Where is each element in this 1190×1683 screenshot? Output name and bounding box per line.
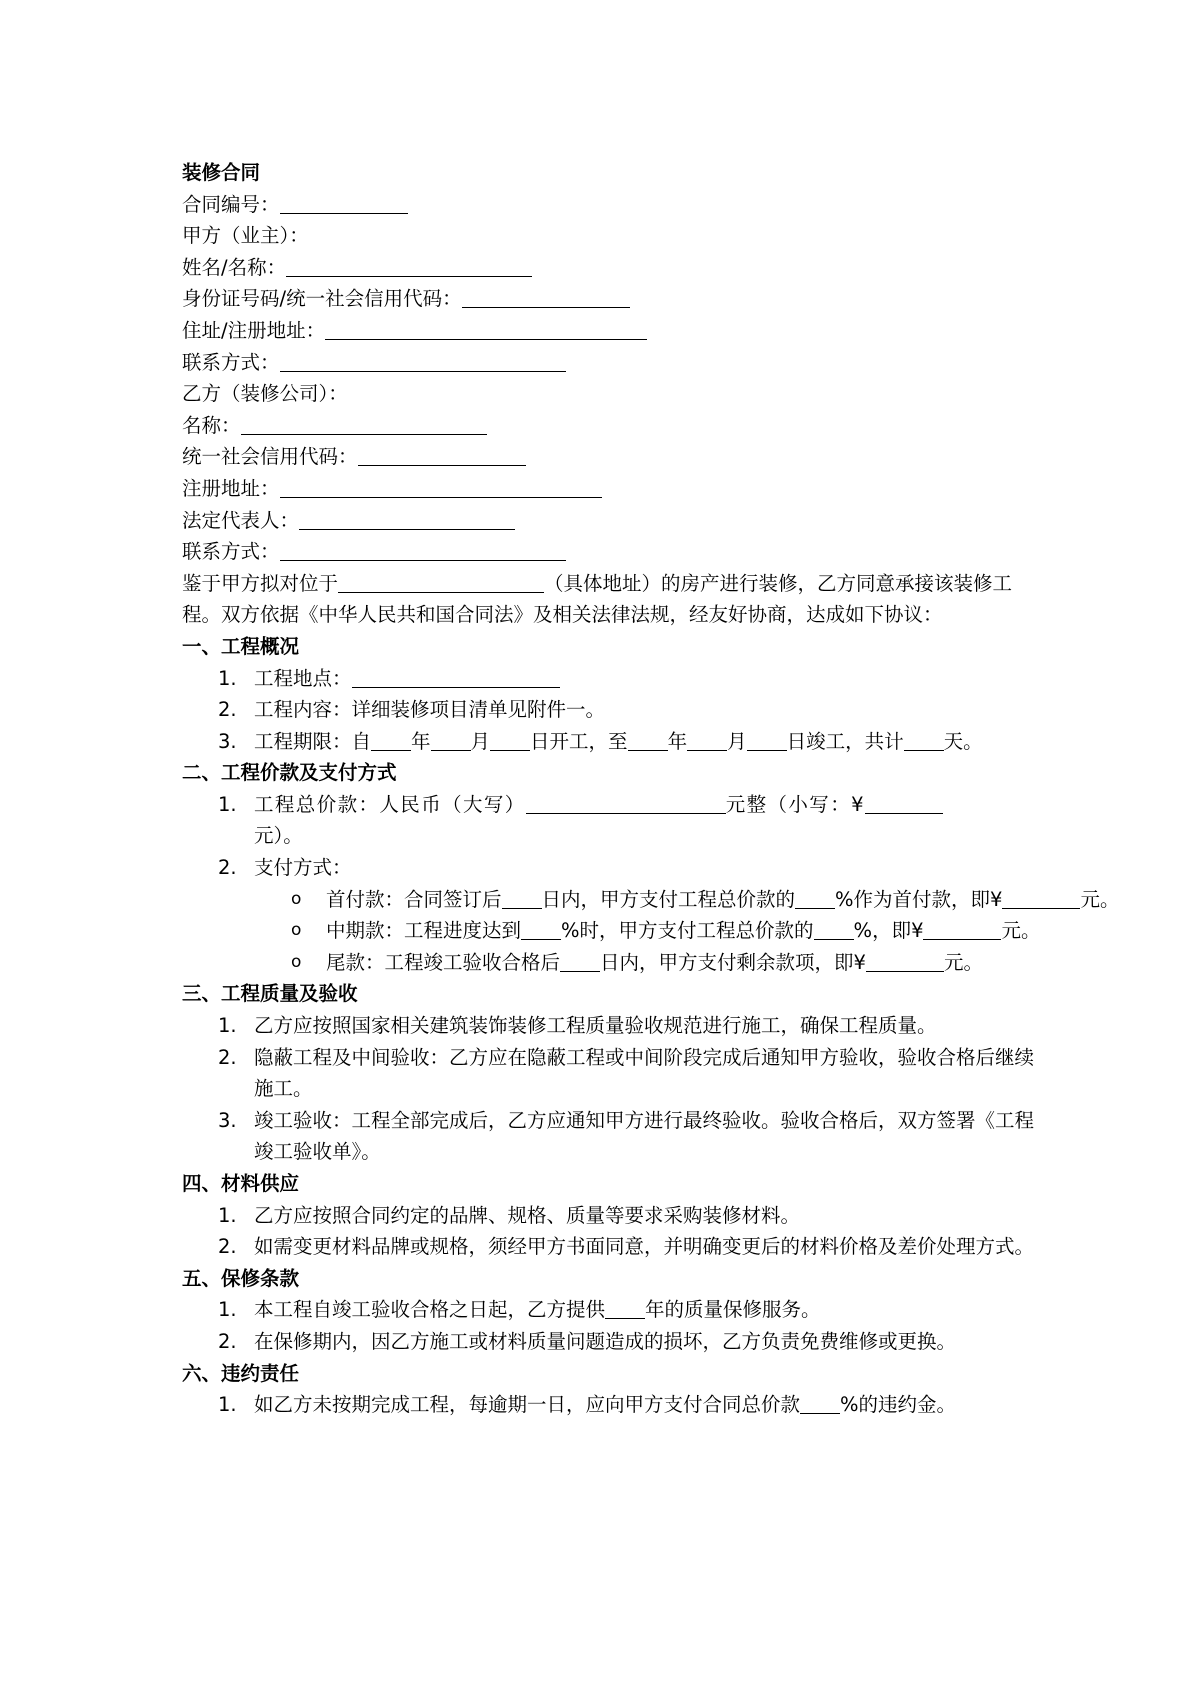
contract-number-label: 合同编号：	[182, 192, 280, 216]
item-text: 中期款：工程进度达到	[326, 919, 522, 943]
party-b-address-blank[interactable]	[280, 477, 602, 498]
party-b-name-line	[182, 410, 1042, 442]
list-number: 2.	[218, 1045, 237, 1069]
party-a-id-label: 身份证号码/统一社会信用代码：	[182, 287, 462, 311]
progress-percent-blank[interactable]	[521, 919, 561, 940]
party-b-legal-rep-blank[interactable]	[299, 509, 515, 530]
item-text: 日内，甲方支付剩余款项，即¥	[600, 950, 866, 974]
item-text: 元。	[943, 950, 983, 974]
total-price-words-blank[interactable]	[526, 793, 726, 814]
item-text: 乙方应按照合同约定的品牌、规格、质量等要求采购装修材料。	[254, 1203, 801, 1227]
section-5-heading: 五、保修条款	[182, 1266, 300, 1290]
party-a-name-blank[interactable]	[286, 256, 532, 277]
item-text: %，即¥	[853, 919, 924, 943]
party-b-contact-line	[182, 536, 1042, 568]
item-text: 元）。	[254, 824, 303, 848]
party-a-id-line	[182, 283, 1042, 315]
contract-number-line	[182, 189, 1042, 221]
party-b-credit-line	[182, 441, 1042, 473]
party-b-address-label: 注册地址：	[182, 476, 280, 500]
item-text: 如需变更材料品牌或规格，须经甲方书面同意，并明确变更后的材料价格及差价处理方式。	[254, 1235, 1035, 1259]
party-a-address-blank[interactable]	[325, 319, 647, 340]
party-a-address-label: 住址/注册地址：	[182, 318, 326, 342]
party-a-id-blank[interactable]	[462, 287, 630, 308]
item-text: %作为首付款，即¥	[835, 887, 1003, 911]
party-a-heading: 甲方（业主）：	[182, 224, 309, 248]
item-text: 月	[727, 729, 747, 753]
party-b-heading: 乙方（装修公司）：	[182, 382, 348, 406]
party-b-credit-label: 统一社会信用代码：	[182, 445, 358, 469]
list-item	[182, 1105, 1042, 1168]
project-location-blank[interactable]	[352, 667, 560, 688]
contract-page	[182, 157, 1120, 1421]
document-title: 装修合同	[182, 161, 261, 184]
interim-percent-blank[interactable]	[814, 919, 854, 940]
party-b-address-line	[182, 473, 1042, 505]
bullet-icon: o	[291, 888, 302, 909]
section-4-heading: 四、材料供应	[182, 1172, 300, 1195]
list-number: 2.	[218, 1329, 237, 1353]
item-text: %的违约金。	[840, 1393, 957, 1417]
list-item	[182, 726, 1042, 758]
end-month-blank[interactable]	[687, 730, 727, 751]
down-payment-amount-blank[interactable]	[1002, 888, 1080, 909]
item-text: 元。	[1001, 919, 1041, 943]
interim-amount-blank[interactable]	[923, 919, 1001, 940]
item-text: 在保修期内，因乙方施工或材料质量问题造成的损坏，乙方负责免费维修或更换。	[254, 1329, 957, 1353]
preamble-paragraph	[182, 568, 1042, 631]
item-text: 元。	[1080, 887, 1120, 911]
end-day-blank[interactable]	[747, 730, 787, 751]
item-text: 天。	[943, 729, 983, 753]
item-text: 日开工，至	[530, 729, 628, 753]
list-number: 2.	[218, 1235, 237, 1259]
section-6-heading: 六、违约责任	[182, 1361, 300, 1385]
list-number: 1.	[218, 1203, 237, 1227]
list-item	[182, 1010, 1042, 1042]
party-a-contact-line	[182, 347, 1042, 379]
item-text: 工程地点：	[254, 666, 352, 690]
section-2-heading: 二、工程价款及支付方式	[182, 761, 397, 785]
party-a-contact-label: 联系方式：	[182, 350, 280, 374]
final-payment-amount-blank[interactable]	[866, 951, 944, 972]
total-days-blank[interactable]	[904, 730, 944, 751]
bullet-icon: o	[291, 920, 302, 941]
list-number: 1.	[218, 1393, 237, 1417]
item-text: 工程期限：自	[254, 729, 372, 753]
party-b-legal-rep-line	[182, 505, 1042, 537]
item-text: 元整（小写：¥	[725, 792, 865, 816]
party-b-name-blank[interactable]	[241, 414, 487, 435]
payment-item-interim	[182, 915, 1042, 947]
item-text: 隐蔽工程及中间验收：乙方应在隐蔽工程或中间阶段完成后通知甲方验收，验收合格后继续施工。	[254, 1045, 1035, 1101]
down-payment-percent-blank[interactable]	[795, 888, 835, 909]
item-text: 年	[411, 729, 431, 753]
start-month-blank[interactable]	[431, 730, 471, 751]
list-number: 1.	[218, 666, 237, 690]
contract-number-blank[interactable]	[280, 193, 408, 214]
party-b-contact-blank[interactable]	[280, 540, 566, 561]
preamble-text-a: 鉴于甲方拟对位于	[182, 571, 339, 595]
list-number: 3.	[218, 1108, 237, 1132]
payment-item-down-payment	[182, 884, 1120, 916]
party-b-legal-rep-label: 法定代表人：	[182, 508, 300, 532]
list-number: 3.	[218, 729, 237, 753]
party-a-name-line	[182, 252, 1042, 284]
party-a-address-line	[182, 315, 1042, 347]
list-number: 1.	[218, 792, 237, 816]
list-number: 2.	[218, 698, 237, 722]
list-item	[182, 1200, 1042, 1232]
warranty-years-blank[interactable]	[605, 1298, 645, 1319]
item-text: 尾款：工程竣工验收合格后	[326, 950, 561, 974]
item-text: 日竣工，共计	[786, 729, 904, 753]
item-text: %时，甲方支付工程总价款的	[561, 919, 814, 943]
total-price-number-blank[interactable]	[865, 793, 943, 814]
item-text: 竣工验收：工程全部完成后，乙方应通知甲方进行最终验收。验收合格后，双方签署《工程竣工验收单》。	[254, 1108, 1035, 1164]
list-number: 1.	[218, 1014, 237, 1038]
list-item	[182, 694, 1042, 726]
start-year-blank[interactable]	[371, 730, 411, 751]
preamble-text-b: （具体地址）的房产进行装修，乙方同意承接该装修工程。双方依据《中华人民共和国合同法》及相关法律法规，经友好协商，达成如下协议：	[182, 571, 1013, 627]
item-text: 年	[667, 729, 688, 753]
item-text: 如乙方未按期完成工程，每逾期一日，应向甲方支付合同总价款	[254, 1393, 801, 1417]
list-number: 2.	[218, 856, 237, 880]
final-payment-days-blank[interactable]	[560, 951, 600, 972]
item-text: 支付方式：	[254, 856, 352, 880]
party-a-name-label: 姓名/名称：	[182, 255, 287, 279]
item-text: 日内，甲方支付工程总价款的	[541, 887, 796, 911]
list-number: 1.	[218, 1298, 237, 1322]
party-a-contact-blank[interactable]	[280, 351, 566, 372]
list-item	[182, 1389, 1042, 1421]
party-b-contact-label: 联系方式：	[182, 540, 280, 564]
end-year-blank[interactable]	[628, 730, 668, 751]
party-b-name-label: 名称：	[182, 413, 241, 437]
item-text: 工程总价款：人民币（大写）	[254, 792, 526, 816]
list-item	[182, 789, 1042, 852]
item-text: 本工程自竣工验收合格之日起，乙方提供	[254, 1298, 606, 1322]
bullet-icon: o	[291, 951, 302, 972]
item-text: 月	[470, 729, 491, 753]
list-item	[182, 1042, 1042, 1105]
item-text: 乙方应按照国家相关建筑装饰装修工程质量验收规范进行施工，确保工程质量。	[254, 1014, 937, 1038]
penalty-percent-blank[interactable]	[800, 1393, 840, 1414]
item-text: 年的质量保修服务。	[645, 1298, 821, 1322]
down-payment-days-blank[interactable]	[502, 888, 542, 909]
list-item	[182, 1231, 1042, 1263]
party-b-credit-blank[interactable]	[358, 445, 526, 466]
payment-item-final	[182, 947, 1042, 979]
list-item	[182, 1294, 1042, 1326]
item-text: 首付款：合同签订后	[326, 887, 502, 911]
item-text: 工程内容：详细装修项目清单见附件一。	[254, 698, 606, 722]
list-item	[182, 663, 1042, 695]
start-day-blank[interactable]	[490, 730, 530, 751]
list-item	[182, 852, 1042, 884]
section-3-heading: 三、工程质量及验收	[182, 982, 358, 1006]
list-item	[182, 1326, 1042, 1358]
property-address-blank[interactable]	[338, 572, 544, 593]
section-1-heading: 一、工程概况	[182, 634, 300, 658]
